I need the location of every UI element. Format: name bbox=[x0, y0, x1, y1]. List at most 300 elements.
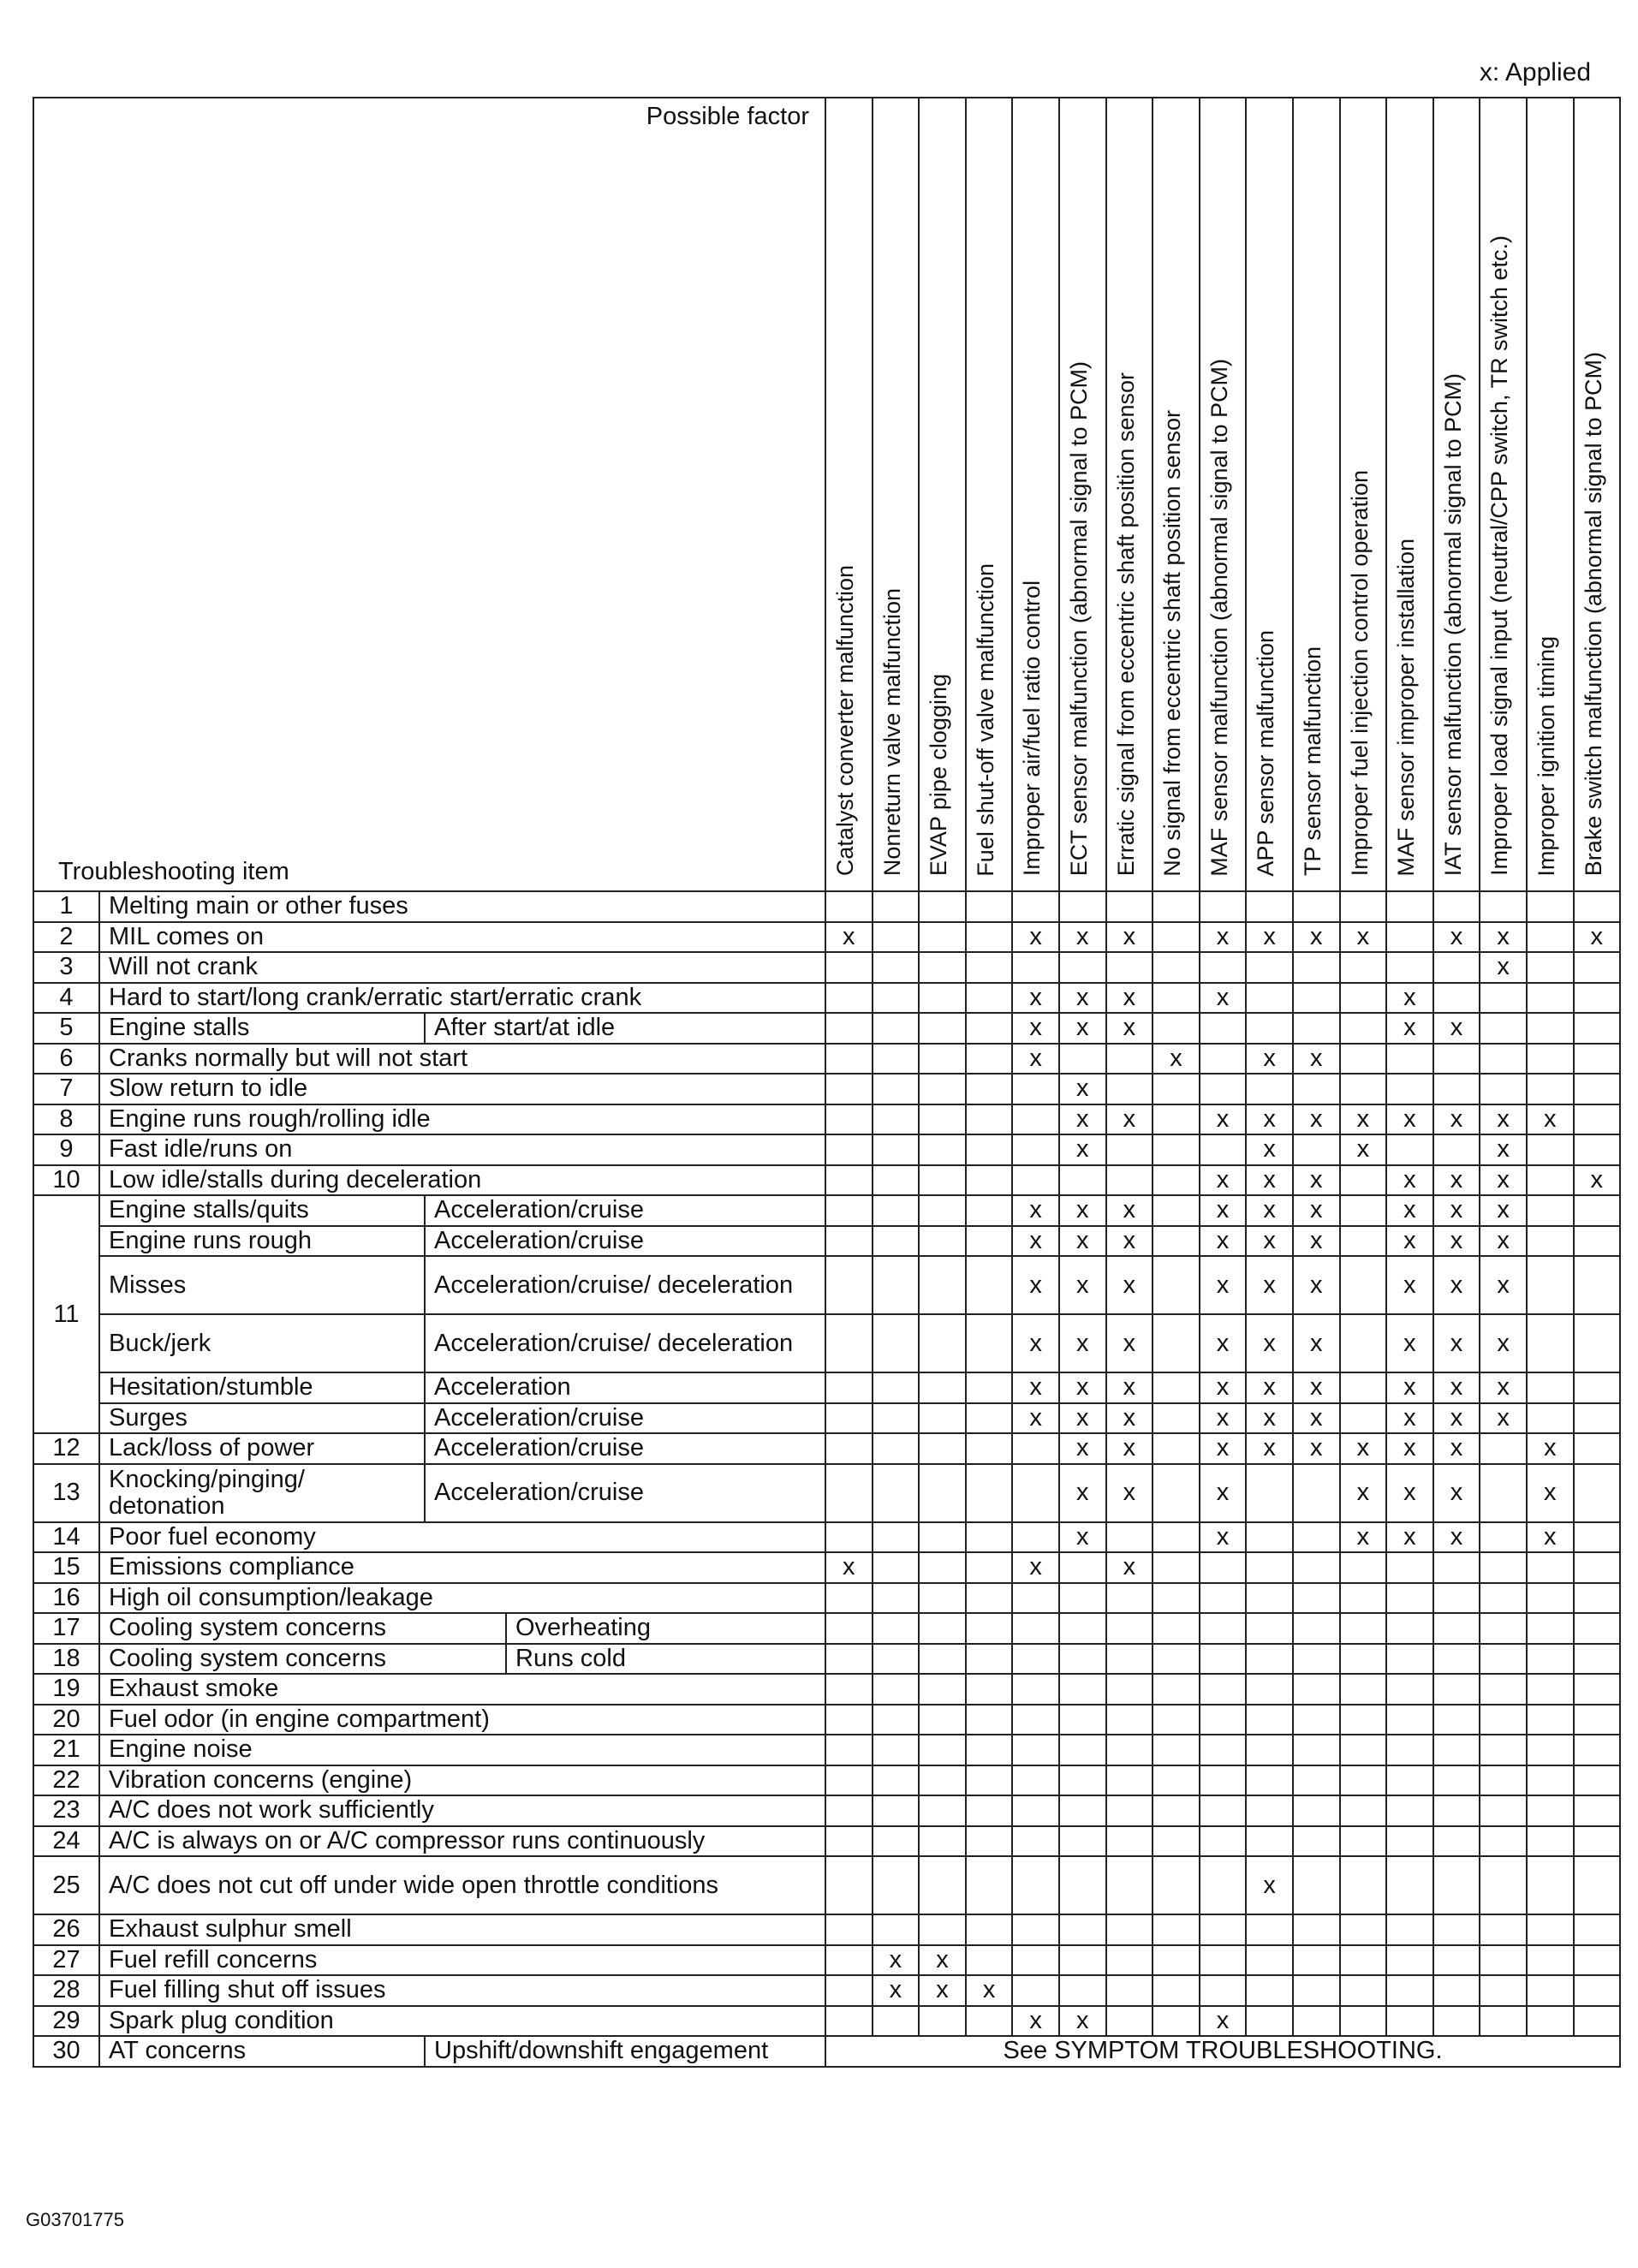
factor-cell bbox=[1153, 1522, 1200, 1553]
factor-cell bbox=[919, 1765, 966, 1796]
factor-cell bbox=[1246, 1013, 1293, 1044]
factor-header bbox=[1433, 98, 1480, 891]
factor-cell bbox=[1480, 1826, 1527, 1857]
factor-cell bbox=[1200, 1735, 1247, 1765]
factor-cell bbox=[1293, 983, 1340, 1014]
factor-cell bbox=[1527, 1226, 1574, 1257]
factor-cell: x bbox=[1293, 1256, 1340, 1314]
item-number: 28 bbox=[33, 1975, 99, 2006]
symptom: Knocking/pinging/ detonation bbox=[99, 1464, 425, 1522]
table-row bbox=[33, 1464, 1620, 1522]
factor-cell bbox=[1386, 1975, 1433, 2006]
factor-cell: x bbox=[1012, 1013, 1059, 1044]
factor-cell: x bbox=[1106, 922, 1153, 953]
factor-cell bbox=[1574, 952, 1621, 983]
table-row bbox=[33, 1975, 1620, 2006]
factor-cell bbox=[1012, 1613, 1059, 1644]
factor-cell bbox=[1386, 1674, 1433, 1705]
factor-cell bbox=[873, 1104, 920, 1135]
factor-cell bbox=[1059, 1613, 1106, 1644]
factor-cell bbox=[825, 1522, 873, 1553]
factor-cell: x bbox=[1246, 1134, 1293, 1165]
factor-cell bbox=[825, 1705, 873, 1735]
factor-cell: x bbox=[1059, 1256, 1106, 1314]
table-row bbox=[33, 1765, 1620, 1796]
factor-cell bbox=[1574, 1975, 1621, 2006]
factor-cell bbox=[1480, 1644, 1527, 1675]
item-number: 25 bbox=[33, 1856, 99, 1914]
factor-cell: x bbox=[1480, 1372, 1527, 1403]
factor-cell bbox=[1340, 1735, 1387, 1765]
factor-cell: x bbox=[1200, 1314, 1247, 1372]
factor-cell: x bbox=[1059, 983, 1106, 1014]
factor-cell bbox=[1012, 1522, 1059, 1553]
factor-cell bbox=[1480, 1583, 1527, 1614]
factor-cell bbox=[1293, 1826, 1340, 1857]
factor-cell bbox=[1293, 1945, 1340, 1976]
factor-cell bbox=[1386, 1914, 1433, 1945]
item-number: 24 bbox=[33, 1826, 99, 1857]
factor-cell bbox=[1340, 2006, 1387, 2037]
factor-cell bbox=[825, 1583, 873, 1614]
factor-cell bbox=[1386, 1644, 1433, 1675]
table-row bbox=[33, 1552, 1620, 1583]
factor-cell: x bbox=[1246, 1165, 1293, 1196]
factor-cell bbox=[1574, 1674, 1621, 1705]
factor-cell: x bbox=[1480, 1165, 1527, 1196]
factor-cell bbox=[873, 1826, 920, 1857]
factor-cell bbox=[873, 1134, 920, 1165]
factor-cell bbox=[873, 1674, 920, 1705]
factor-cell bbox=[1200, 1856, 1247, 1914]
table-row bbox=[33, 1403, 1620, 1434]
factor-cell bbox=[825, 1735, 873, 1765]
factor-cell bbox=[1106, 1765, 1153, 1796]
factor-cell bbox=[1340, 891, 1387, 922]
factor-cell bbox=[1527, 1165, 1574, 1196]
factor-cell: x bbox=[1200, 2006, 1247, 2037]
factor-cell bbox=[1480, 1674, 1527, 1705]
item-number: 19 bbox=[33, 1674, 99, 1705]
factor-cell bbox=[919, 1856, 966, 1914]
factor-label: EVAP pipe clogging bbox=[926, 674, 952, 877]
condition: Acceleration/cruise bbox=[425, 1403, 825, 1434]
factor-cell bbox=[1106, 1644, 1153, 1675]
factor-cell bbox=[1574, 1314, 1621, 1372]
factor-cell bbox=[1293, 1013, 1340, 1044]
factor-cell bbox=[919, 891, 966, 922]
factor-header bbox=[966, 98, 1013, 891]
factor-cell: x bbox=[919, 1975, 966, 2006]
factor-cell bbox=[1059, 1552, 1106, 1583]
factor-cell bbox=[1293, 1975, 1340, 2006]
table-row bbox=[33, 1522, 1620, 1553]
factor-label: Improper air/fuel ratio control bbox=[1019, 580, 1045, 877]
factor-cell bbox=[1059, 1795, 1106, 1826]
condition: Acceleration/cruise/ deceleration bbox=[425, 1314, 825, 1372]
symptom: Exhaust sulphur smell bbox=[99, 1914, 825, 1945]
table-body bbox=[33, 891, 1620, 2067]
item-number: 22 bbox=[33, 1765, 99, 1796]
factor-cell bbox=[1527, 1552, 1574, 1583]
factor-cell bbox=[1433, 1795, 1480, 1826]
factor-cell bbox=[1153, 1795, 1200, 1826]
item-number: 9 bbox=[33, 1134, 99, 1165]
symptom: Engine runs rough bbox=[99, 1226, 425, 1257]
factor-cell bbox=[1200, 1013, 1247, 1044]
factor-cell bbox=[966, 1613, 1013, 1644]
factor-cell: x bbox=[1246, 1372, 1293, 1403]
factor-cell bbox=[966, 1314, 1013, 1372]
factor-header bbox=[919, 98, 966, 891]
factor-cell bbox=[966, 983, 1013, 1014]
factor-cell: x bbox=[1386, 1314, 1433, 1372]
factor-cell bbox=[1527, 1705, 1574, 1735]
item-number: 7 bbox=[33, 1074, 99, 1104]
factor-cell: x bbox=[1293, 1403, 1340, 1434]
factor-cell bbox=[1433, 891, 1480, 922]
table-row bbox=[33, 1314, 1620, 1372]
factor-cell: x bbox=[1200, 922, 1247, 953]
factor-cell bbox=[1012, 1826, 1059, 1857]
factor-cell bbox=[919, 1522, 966, 1553]
item-number: 30 bbox=[33, 2036, 99, 2067]
possible-factor-label: Possible factor bbox=[646, 103, 809, 130]
factor-cell bbox=[1059, 1705, 1106, 1735]
factor-cell bbox=[1574, 1914, 1621, 1945]
factor-cell bbox=[1153, 1464, 1200, 1522]
factor-cell bbox=[1293, 1795, 1340, 1826]
factor-cell bbox=[1059, 891, 1106, 922]
factor-cell bbox=[1574, 983, 1621, 1014]
symptom: Fuel refill concerns bbox=[99, 1945, 825, 1976]
factor-cell bbox=[873, 922, 920, 953]
factor-cell bbox=[1153, 1552, 1200, 1583]
factor-cell bbox=[825, 1314, 873, 1372]
factor-cell bbox=[1527, 1134, 1574, 1165]
factor-cell bbox=[1059, 1975, 1106, 2006]
factor-cell: x bbox=[1200, 1256, 1247, 1314]
factor-cell bbox=[966, 2006, 1013, 2037]
item-number: 17 bbox=[33, 1613, 99, 1644]
factor-cell bbox=[1153, 1613, 1200, 1644]
factor-cell bbox=[1012, 1583, 1059, 1614]
factor-cell bbox=[1480, 1464, 1527, 1522]
factor-cell: x bbox=[1059, 1433, 1106, 1464]
factor-cell bbox=[1574, 1433, 1621, 1464]
factor-cell bbox=[1574, 1226, 1621, 1257]
factor-cell bbox=[1527, 1826, 1574, 1857]
item-number: 13 bbox=[33, 1464, 99, 1522]
factor-cell bbox=[1153, 1256, 1200, 1314]
factor-cell bbox=[919, 1674, 966, 1705]
symptom: Melting main or other fuses bbox=[99, 891, 825, 922]
factor-cell bbox=[1433, 1826, 1480, 1857]
factor-cell bbox=[1012, 1464, 1059, 1522]
item-number: 10 bbox=[33, 1165, 99, 1196]
factor-cell bbox=[1059, 1644, 1106, 1675]
factor-cell bbox=[966, 1256, 1013, 1314]
table-row bbox=[33, 922, 1620, 953]
factor-label: Catalyst converter malfunction bbox=[832, 565, 858, 877]
factor-cell: x bbox=[1200, 1464, 1247, 1522]
factor-cell: x bbox=[1574, 922, 1621, 953]
factor-cell bbox=[1200, 1583, 1247, 1614]
factor-cell bbox=[1386, 1735, 1433, 1765]
factor-cell: x bbox=[1574, 1165, 1621, 1196]
factor-cell bbox=[1574, 1613, 1621, 1644]
condition: Acceleration bbox=[425, 1372, 825, 1403]
item-number: 26 bbox=[33, 1914, 99, 1945]
factor-cell bbox=[1527, 1765, 1574, 1796]
factor-cell bbox=[966, 1644, 1013, 1675]
factor-cell bbox=[1153, 983, 1200, 1014]
factor-cell bbox=[1200, 1613, 1247, 1644]
factor-cell: x bbox=[1433, 1372, 1480, 1403]
symptom: Buck/jerk bbox=[99, 1314, 425, 1372]
factor-cell bbox=[1480, 1074, 1527, 1104]
symptom: A/C does not work sufficiently bbox=[99, 1795, 825, 1826]
factor-cell: x bbox=[1059, 1522, 1106, 1553]
factor-cell bbox=[1527, 1583, 1574, 1614]
factor-cell: x bbox=[1059, 1074, 1106, 1104]
factor-cell bbox=[1574, 1945, 1621, 1976]
condition: Acceleration/cruise bbox=[425, 1195, 825, 1226]
factor-cell bbox=[1386, 1705, 1433, 1735]
factor-cell bbox=[919, 2006, 966, 2037]
factor-cell bbox=[825, 1856, 873, 1914]
factor-cell bbox=[1012, 1975, 1059, 2006]
symptom: Hesitation/stumble bbox=[99, 1372, 425, 1403]
factor-cell bbox=[873, 1856, 920, 1914]
item-number: 16 bbox=[33, 1583, 99, 1614]
condition: Acceleration/cruise/ deceleration bbox=[425, 1256, 825, 1314]
table-row bbox=[33, 1372, 1620, 1403]
factor-cell: x bbox=[1012, 1372, 1059, 1403]
factor-cell bbox=[1340, 1945, 1387, 1976]
table-row bbox=[33, 1195, 1620, 1226]
factor-cell bbox=[919, 1826, 966, 1857]
factor-header bbox=[1386, 98, 1433, 891]
factor-cell: x bbox=[1433, 1104, 1480, 1135]
factor-cell bbox=[1012, 1705, 1059, 1735]
factor-cell: x bbox=[1340, 922, 1387, 953]
factor-cell bbox=[1480, 1795, 1527, 1826]
factor-label: Improper fuel injection control operation bbox=[1346, 469, 1373, 877]
factor-cell bbox=[1153, 1583, 1200, 1614]
factor-cell bbox=[1340, 983, 1387, 1014]
factor-cell bbox=[1480, 1433, 1527, 1464]
factor-cell bbox=[1293, 1583, 1340, 1614]
factor-cell bbox=[1386, 1552, 1433, 1583]
item-number: 29 bbox=[33, 2006, 99, 2037]
factor-cell bbox=[1480, 1552, 1527, 1583]
factor-cell bbox=[966, 1104, 1013, 1135]
factor-cell bbox=[873, 1522, 920, 1553]
factor-cell bbox=[1574, 1256, 1621, 1314]
factor-cell: x bbox=[1246, 1403, 1293, 1434]
factor-cell: x bbox=[1106, 1256, 1153, 1314]
item-number: 1 bbox=[33, 891, 99, 922]
factor-cell bbox=[1433, 1945, 1480, 1976]
item-number: 2 bbox=[33, 922, 99, 953]
factor-cell: x bbox=[1106, 1104, 1153, 1135]
factor-cell bbox=[1340, 952, 1387, 983]
factor-cell bbox=[919, 922, 966, 953]
factor-cell bbox=[919, 1226, 966, 1257]
factor-cell bbox=[1433, 1674, 1480, 1705]
factor-cell bbox=[1059, 1856, 1106, 1914]
factor-cell: x bbox=[1433, 1256, 1480, 1314]
factor-cell bbox=[1340, 1765, 1387, 1796]
item-number: 5 bbox=[33, 1013, 99, 1044]
factor-cell bbox=[919, 1735, 966, 1765]
factor-cell bbox=[1012, 1945, 1059, 1976]
table-row bbox=[33, 1226, 1620, 1257]
factor-cell: x bbox=[1012, 1195, 1059, 1226]
factor-cell bbox=[966, 1074, 1013, 1104]
factor-cell bbox=[919, 1795, 966, 1826]
factor-cell bbox=[1527, 1975, 1574, 2006]
factor-cell: x bbox=[1433, 1013, 1480, 1044]
header-row bbox=[33, 98, 1620, 891]
factor-cell bbox=[1340, 1826, 1387, 1857]
factor-cell bbox=[1527, 1013, 1574, 1044]
symptom: Fuel odor (in engine compartment) bbox=[99, 1705, 825, 1735]
factor-cell bbox=[1574, 1403, 1621, 1434]
factor-cell bbox=[1527, 1256, 1574, 1314]
factor-cell bbox=[1246, 1464, 1293, 1522]
symptom: Will not crank bbox=[99, 952, 825, 983]
symptom: Lack/loss of power bbox=[99, 1433, 425, 1464]
symptom: Engine stalls bbox=[99, 1013, 425, 1044]
factor-cell bbox=[1480, 1914, 1527, 1945]
factor-cell bbox=[966, 1134, 1013, 1165]
factor-cell: x bbox=[1059, 1464, 1106, 1522]
factor-cell: x bbox=[1386, 1464, 1433, 1522]
factor-cell bbox=[873, 1403, 920, 1434]
factor-header bbox=[873, 98, 920, 891]
factor-cell bbox=[919, 983, 966, 1014]
factor-cell bbox=[825, 1403, 873, 1434]
factor-cell bbox=[825, 952, 873, 983]
factor-cell bbox=[966, 891, 1013, 922]
factor-cell bbox=[1200, 1674, 1247, 1705]
factor-cell: x bbox=[1480, 922, 1527, 953]
factor-cell bbox=[1527, 1074, 1574, 1104]
factor-cell: x bbox=[1106, 1433, 1153, 1464]
factor-cell bbox=[1480, 1975, 1527, 2006]
factor-cell bbox=[873, 1644, 920, 1675]
factor-cell bbox=[1153, 1975, 1200, 2006]
factor-cell bbox=[825, 1074, 873, 1104]
factor-cell: x bbox=[1106, 1226, 1153, 1257]
factor-cell bbox=[1386, 891, 1433, 922]
factor-cell bbox=[1106, 1795, 1153, 1826]
factor-cell bbox=[1386, 952, 1433, 983]
factor-cell bbox=[1106, 1583, 1153, 1614]
symptom: Spark plug condition bbox=[99, 2006, 825, 2037]
factor-cell bbox=[1059, 1826, 1106, 1857]
table-row bbox=[33, 1013, 1620, 1044]
factor-cell bbox=[1153, 1165, 1200, 1196]
factor-cell bbox=[1012, 1795, 1059, 1826]
factor-cell bbox=[1340, 1256, 1387, 1314]
table-row bbox=[33, 891, 1620, 922]
factor-cell bbox=[1574, 1074, 1621, 1104]
factor-cell bbox=[873, 1226, 920, 1257]
factor-cell bbox=[1059, 1583, 1106, 1614]
factor-cell: x bbox=[1527, 1464, 1574, 1522]
factor-cell: x bbox=[1200, 1165, 1247, 1196]
symptom: Engine runs rough/rolling idle bbox=[99, 1104, 825, 1135]
factor-cell bbox=[919, 1914, 966, 1945]
factor-cell: x bbox=[1106, 1464, 1153, 1522]
factor-cell bbox=[825, 1372, 873, 1403]
factor-cell bbox=[1574, 1104, 1621, 1135]
factor-cell bbox=[1433, 2006, 1480, 2037]
factor-label: Brake switch malfunction (abnormal signal to PCM) bbox=[1580, 352, 1606, 877]
table-row bbox=[33, 1165, 1620, 1196]
factor-cell: x bbox=[1059, 1403, 1106, 1434]
factor-cell bbox=[966, 1735, 1013, 1765]
factor-cell bbox=[966, 952, 1013, 983]
factor-header bbox=[1480, 98, 1527, 891]
factor-cell: x bbox=[1293, 1314, 1340, 1372]
factor-cell bbox=[919, 1013, 966, 1044]
factor-label: APP sensor malfunction bbox=[1253, 629, 1279, 877]
factor-cell bbox=[825, 1256, 873, 1314]
factor-cell bbox=[1433, 1644, 1480, 1675]
factor-cell: x bbox=[1480, 1134, 1527, 1165]
factor-cell bbox=[873, 1795, 920, 1826]
factor-cell bbox=[1480, 1013, 1527, 1044]
factor-cell bbox=[1246, 1644, 1293, 1675]
factor-cell bbox=[1574, 1134, 1621, 1165]
factor-cell bbox=[1153, 2006, 1200, 2037]
symptom: Emissions compliance bbox=[99, 1552, 825, 1583]
factor-cell bbox=[1293, 2006, 1340, 2037]
factor-cell: x bbox=[1246, 1044, 1293, 1074]
factor-cell: x bbox=[1106, 1552, 1153, 1583]
factor-header bbox=[1527, 98, 1574, 891]
factor-cell: x bbox=[1200, 1433, 1247, 1464]
factor-cell: x bbox=[1293, 1226, 1340, 1257]
table-row bbox=[33, 1914, 1620, 1945]
factor-cell bbox=[1200, 1914, 1247, 1945]
factor-cell: x bbox=[1433, 1433, 1480, 1464]
factor-cell: x bbox=[1386, 1013, 1433, 1044]
factor-cell: x bbox=[1527, 1522, 1574, 1553]
table-row bbox=[33, 1134, 1620, 1165]
symptom: Hard to start/long crank/erratic start/erratic crank bbox=[99, 983, 825, 1014]
factor-cell bbox=[966, 1583, 1013, 1614]
factor-cell: x bbox=[1480, 1256, 1527, 1314]
factor-cell bbox=[1200, 1644, 1247, 1675]
factor-header bbox=[1293, 98, 1340, 891]
factor-cell: x bbox=[825, 1552, 873, 1583]
factor-cell bbox=[1012, 1104, 1059, 1135]
factor-cell bbox=[1246, 1074, 1293, 1104]
factor-cell bbox=[1012, 1165, 1059, 1196]
factor-cell bbox=[1153, 1644, 1200, 1675]
factor-cell bbox=[1106, 1134, 1153, 1165]
factor-cell bbox=[1574, 1372, 1621, 1403]
factor-cell bbox=[1153, 1433, 1200, 1464]
factor-cell bbox=[966, 1195, 1013, 1226]
factor-cell bbox=[966, 1433, 1013, 1464]
factor-cell: x bbox=[1246, 1104, 1293, 1135]
